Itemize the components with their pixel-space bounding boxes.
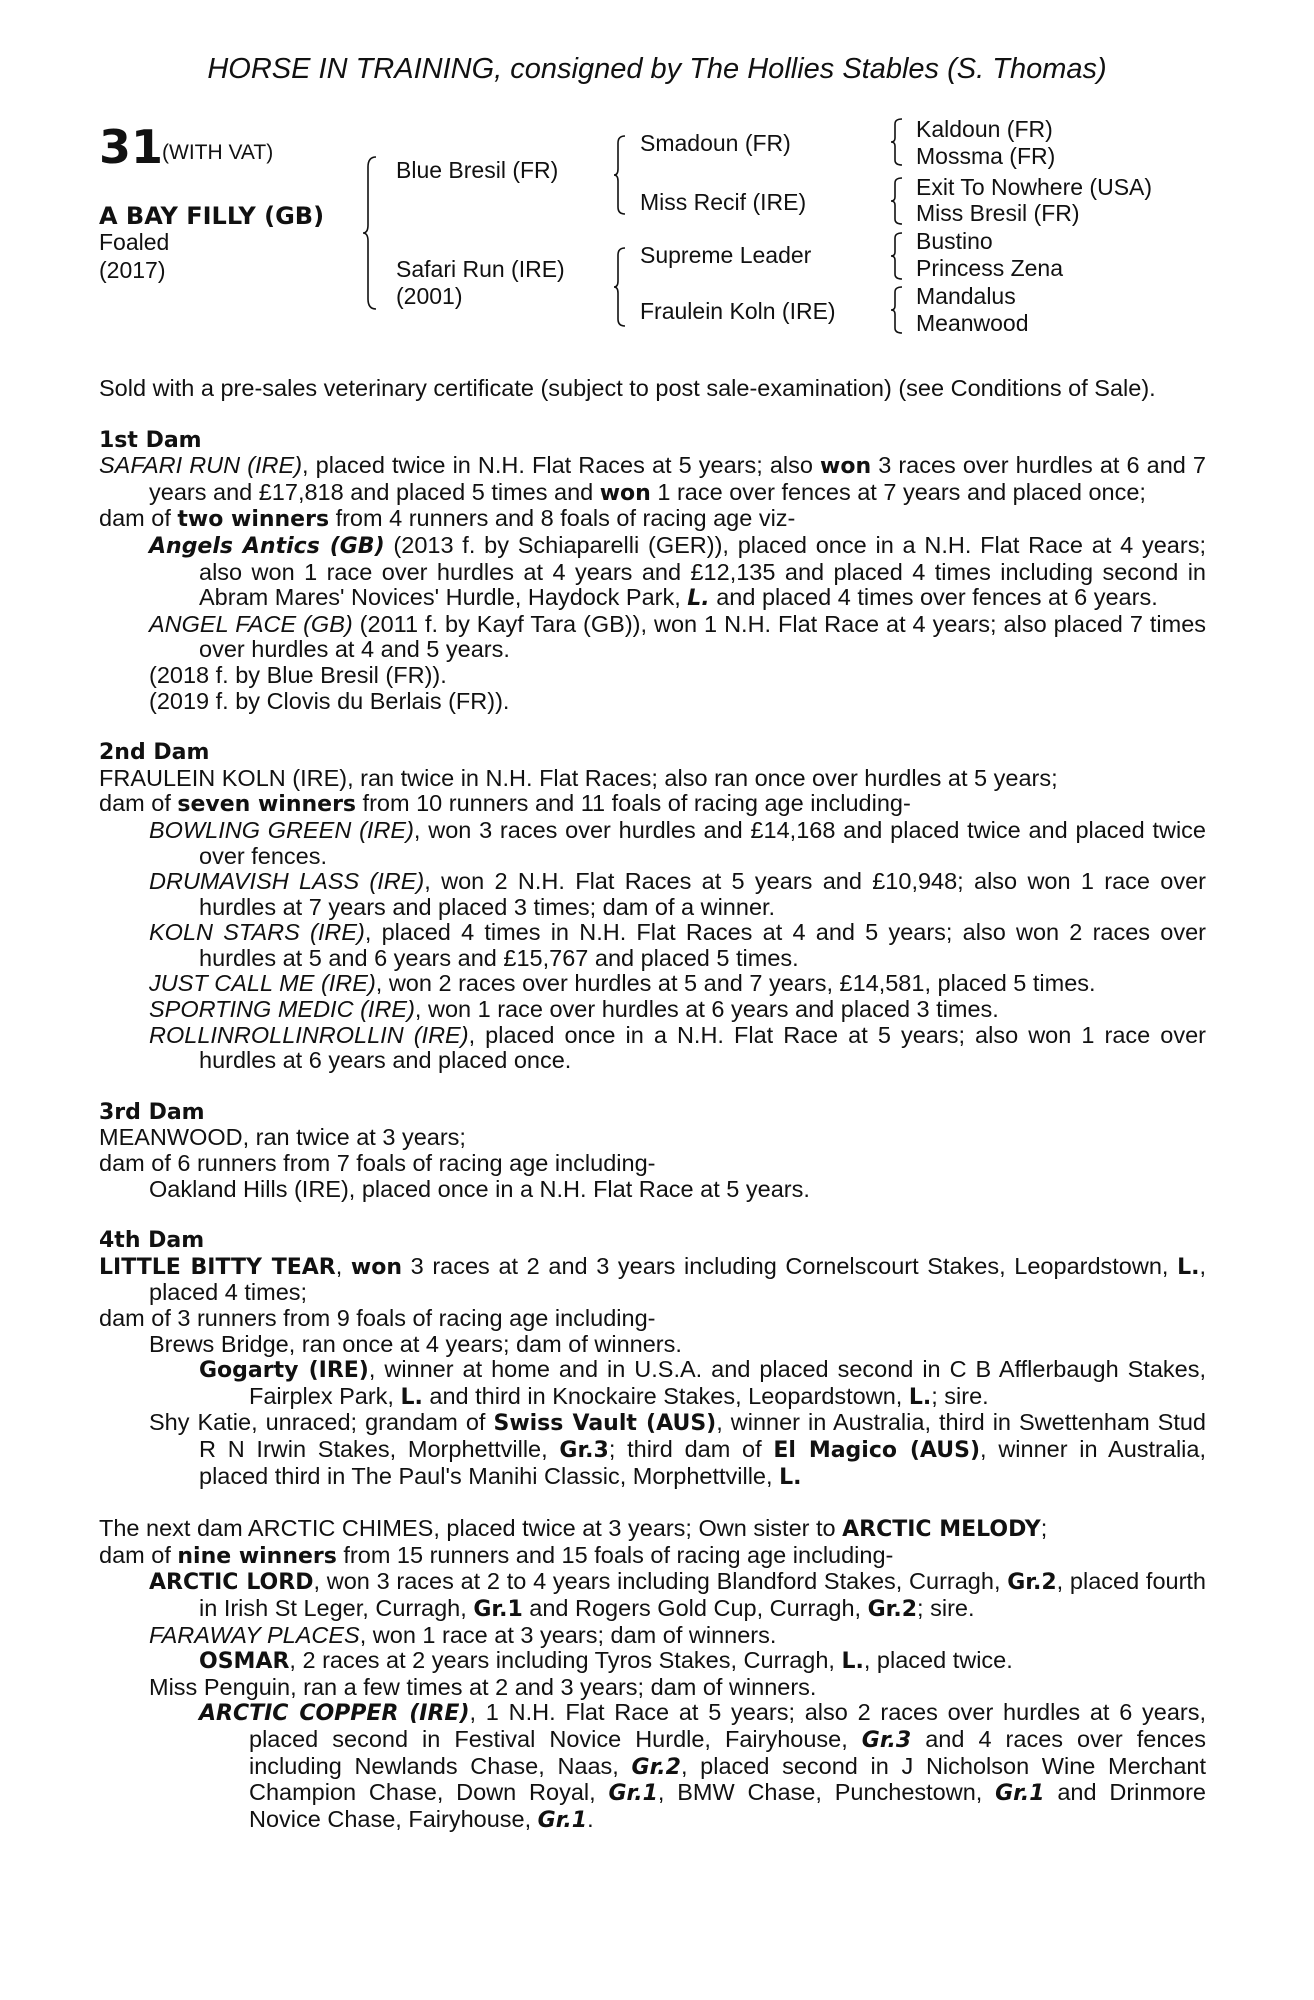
- second-dam-heading: 2nd Dam: [99, 740, 210, 766]
- pedigree-g2: Mossma (FR): [916, 143, 1056, 169]
- next-dam-produce: dam of nine winners from 15 runners and 15 foals of racing age including-: [99, 1541, 894, 1569]
- list-item: KOLN STARS (IRE), placed 4 times in N.H. Flat Races at 4 and 5 years; also won 2 races over hurdles at 5 and 6 years and £15,767 and placed 5 times.: [149, 919, 1206, 971]
- list-item: JUST CALL ME (IRE), won 2 races over hurdles at 5 and 7 years, £14,581, placed 5 times.: [149, 970, 1096, 997]
- next-dam-line: The next dam ARCTIC CHIMES, placed twice at 3 years; Own sister to ARCTIC MELODY;: [99, 1515, 1048, 1543]
- list-item: ARCTIC LORD, won 3 races at 2 to 4 years including Blandford Stakes, Curragh, Gr.2, placed fourth in Irish St Leger, Curragh, Gr.1 and Rogers Gold Cup, Curragh, Gr.2; sire.: [149, 1568, 1207, 1622]
- foaled-label: Foaled: [99, 229, 170, 255]
- list-item: DRUMAVISH LASS (IRE), won 2 N.H. Flat Races at 5 years and £10,948; also won 1 race over hurdles at 7 years and placed 3 times; dam of a winner.: [149, 868, 1206, 920]
- page-header: HORSE IN TRAINING, consigned by The Hollies Stables (S. Thomas): [207, 53, 1107, 85]
- catalogue-body: [99, 376, 1206, 1833]
- list-item: Oakland Hills (IRE), placed once in a N.H. Flat Race at 5 years.: [149, 1175, 810, 1202]
- first-dam-heading: 1st Dam: [99, 427, 202, 453]
- pedigree-g3: Exit To Nowhere (USA): [916, 174, 1153, 200]
- list-item: SPORTING MEDIC (IRE), won 1 race over hurdles at 6 years and placed 3 times.: [149, 996, 999, 1023]
- animal-title: A BAY FILLY (GB): [99, 202, 325, 230]
- list-item: Miss Penguin, ran a few times at 2 and 3 years; dam of winners.: [149, 1673, 817, 1700]
- pedigree-g6: Princess Zena: [916, 255, 1064, 281]
- list-item: ANGEL FACE (GB) (2011 f. by Kayf Tara (GB)), won 1 N.H. Flat Race at 4 years; also placed 7 times over hurdles at 4 and 5 years.: [149, 610, 1207, 663]
- pedigree-g4: Miss Bresil (FR): [916, 200, 1080, 226]
- pedigree-dam: Safari Run (IRE): [396, 256, 565, 282]
- pedigree-dam-dam: Fraulein Koln (IRE): [640, 298, 836, 324]
- second-dam-produce: dam of seven winners from 10 runners and 11 foals of racing age including-: [99, 790, 911, 818]
- list-item: ROLLINROLLINROLLIN (IRE), placed once in a N.H. Flat Race at 5 years; also won 1 race over hurdles at 6 years and placed once.: [149, 1021, 1206, 1074]
- pedigree-sire-dam: Miss Recif (IRE): [640, 189, 807, 215]
- pedigree-g1: Kaldoun (FR): [916, 116, 1053, 142]
- list-item: Shy Katie, unraced; grandam of Swiss Vault (AUS), winner in Australia, third in Swettenham Stud R N Irwin Stakes, Morphettville, Gr.3; third dam of El Magico (AUS), winner in Australia, placed third in The Paul's Manihi Classic, Morphettville, L.: [149, 1409, 1206, 1490]
- list-item: Angels Antics (GB) (2013 f. by Schiaparelli (GER)), placed once in a N.H. Flat Race at 4 years; also won 1 race over hurdles at 4 years and £12,135 and placed 4 times including second in Abram Mares' Novices' Hurdle, Haydock Park, L. and placed 4 times over fences at 6 years.: [149, 531, 1206, 612]
- pedigree-brace-g78: [890, 285, 904, 335]
- foaled-year: (2017): [99, 257, 166, 283]
- first-dam-produce: dam of two winners from 4 runners and 8 foals of racing age viz-: [99, 505, 796, 533]
- pedigree-brace-g56: [890, 231, 904, 281]
- second-dam-line: FRAULEIN KOLN (IRE), ran twice in N.H. Flat Races; also ran once over hurdles at 5 years;: [99, 764, 1058, 791]
- pedigree-brace-g34: [890, 176, 904, 226]
- first-dam-line: SAFARI RUN (IRE), placed twice in N.H. Flat Races at 5 years; also won 3 races over hurdles at 6 and 7 years and £17,818 and placed 5 times and won 1 race over fences at 7 years and placed once;: [99, 452, 1206, 506]
- pedigree-dam-year: (2001): [396, 283, 463, 309]
- third-dam-produce: dam of 6 runners from 7 foals of racing age including-: [99, 1150, 656, 1177]
- list-item: (2018 f. by Blue Bresil (FR)).: [149, 661, 447, 688]
- pedigree-g5: Bustino: [916, 228, 993, 254]
- pedigree-brace-sire: [613, 134, 627, 216]
- list-item: (2019 f. by Clovis du Berlais (FR)).: [149, 687, 510, 714]
- pedigree-dam-sire: Supreme Leader: [640, 242, 812, 268]
- list-item: ARCTIC COPPER (IRE), 1 N.H. Flat Race at 5 years; also 2 races over hurdles at 6 years, placed second in Festival Novice Hurdle, Fairyhouse, Gr.3 and 4 races over fences including Newlands Chase, Naas, Gr.2, placed second in J Nicholson Wine Merchant Champion Chase, Down Royal, Gr.1, BMW Chase, Punchestown, Gr.1 and Drinmore Novice Chase, Fairyhouse, Gr.1.: [199, 1699, 1207, 1833]
- list-item: OSMAR, 2 races at 2 years including Tyros Stakes, Curragh, L., placed twice.: [199, 1647, 1013, 1675]
- pedigree-g7: Mandalus: [916, 283, 1016, 309]
- pedigree-brace-main: [362, 155, 378, 311]
- list-item: BOWLING GREEN (IRE), won 3 races over hurdles and £14,168 and placed twice and placed twice over fences.: [149, 816, 1207, 869]
- fourth-dam-produce: dam of 3 runners from 9 foals of racing age including-: [99, 1305, 656, 1331]
- pedigree-brace-g12: [890, 117, 904, 167]
- sold-note: Sold with a pre-sales veterinary certificate (subject to post sale-examination) (see Conditions of Sale).: [99, 375, 1156, 401]
- fourth-dam-line: LITTLE BITTY TEAR, won 3 races at 2 and 3 years including Cornelscourt Stakes, Leopardstown, L., placed 4 times;: [99, 1252, 1207, 1306]
- pedigree-brace-dam: [613, 246, 627, 328]
- list-item: FARAWAY PLACES, won 1 race at 3 years; dam of winners.: [149, 1621, 777, 1648]
- pedigree-sire: Blue Bresil (FR): [396, 157, 559, 183]
- lot-number: 31: [99, 120, 164, 174]
- fourth-dam-heading: 4th Dam: [99, 1228, 205, 1254]
- list-item: Brews Bridge, ran once at 4 years; dam of winners.: [149, 1330, 682, 1357]
- vat-label: (WITH VAT): [162, 141, 274, 164]
- pedigree-g8: Meanwood: [916, 310, 1029, 336]
- third-dam-line: MEANWOOD, ran twice at 3 years;: [99, 1124, 466, 1151]
- third-dam-heading: 3rd Dam: [99, 1099, 205, 1125]
- pedigree-sire-sire: Smadoun (FR): [640, 130, 791, 156]
- list-item: Gogarty (IRE), winner at home and in U.S.A. and placed second in C B Afflerbaugh Stakes, Fairplex Park, L. and third in Knockaire Stakes, Leopardstown, L.; sire.: [199, 1356, 1206, 1410]
